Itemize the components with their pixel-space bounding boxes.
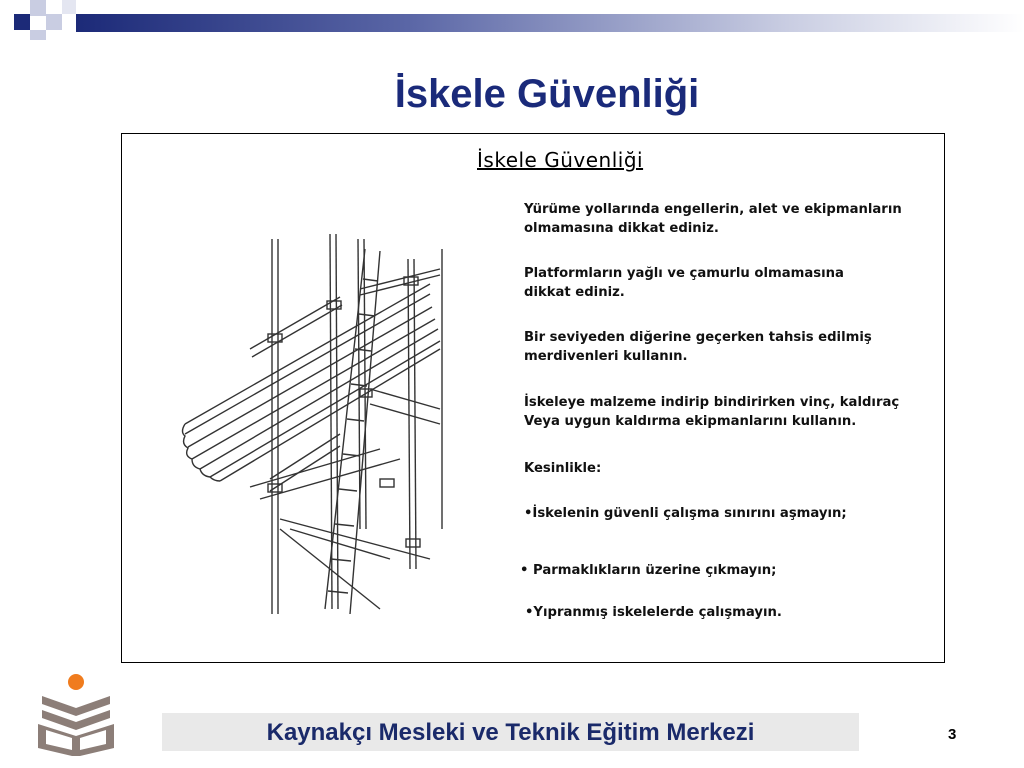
footer-organization: Kaynakçı Mesleki ve Teknik Eğitim Merkezi	[266, 719, 755, 746]
rule-line: İskeleye malzeme indirip bindirirken vinç, kaldıraç	[524, 395, 900, 410]
rule-ladders	[524, 328, 944, 366]
rule-line: Yürüme yollarında engellerin, alet ve ekipmanların	[524, 202, 902, 217]
scaffold-with-ladder-illustration	[180, 229, 510, 614]
footer-bar	[162, 713, 859, 751]
rule-lifting	[524, 393, 944, 431]
rule-line: olmamasına dikkat ediniz.	[524, 221, 719, 236]
slide-title: İskele Güvenliği	[394, 72, 700, 116]
rule-line: merdivenleri kullanın.	[524, 349, 688, 364]
figure-title: İskele Güvenliği	[477, 148, 644, 172]
scaffold-safety-figure	[121, 133, 945, 663]
never-heading: Kesinlikle:	[524, 461, 602, 476]
rule-line: Veya uygun kaldırma ekipmanlarını kullanın.	[524, 414, 857, 429]
rule-line: Bir seviyeden diğerine geçerken tahsis edilmiş	[524, 330, 872, 345]
rule-line: Platformların yağlı ve çamurlu olmamasına	[524, 266, 844, 281]
rule-walkways	[524, 200, 944, 238]
bullet-load-limit: •İskelenin güvenli çalışma sınırını aşmayın;	[524, 506, 847, 521]
bullet-worn-scaffold: •Yıpranmış iskelelerde çalışmayın.	[525, 605, 782, 620]
bullet-guardrails: • Parmaklıkların üzerine çıkmayın;	[520, 563, 777, 578]
rule-platforms	[524, 264, 944, 302]
header-decoration	[0, 0, 1024, 40]
rule-line: dikkat ediniz.	[524, 285, 625, 300]
institution-logo-icon	[36, 672, 120, 756]
page-number: 3	[948, 726, 957, 743]
